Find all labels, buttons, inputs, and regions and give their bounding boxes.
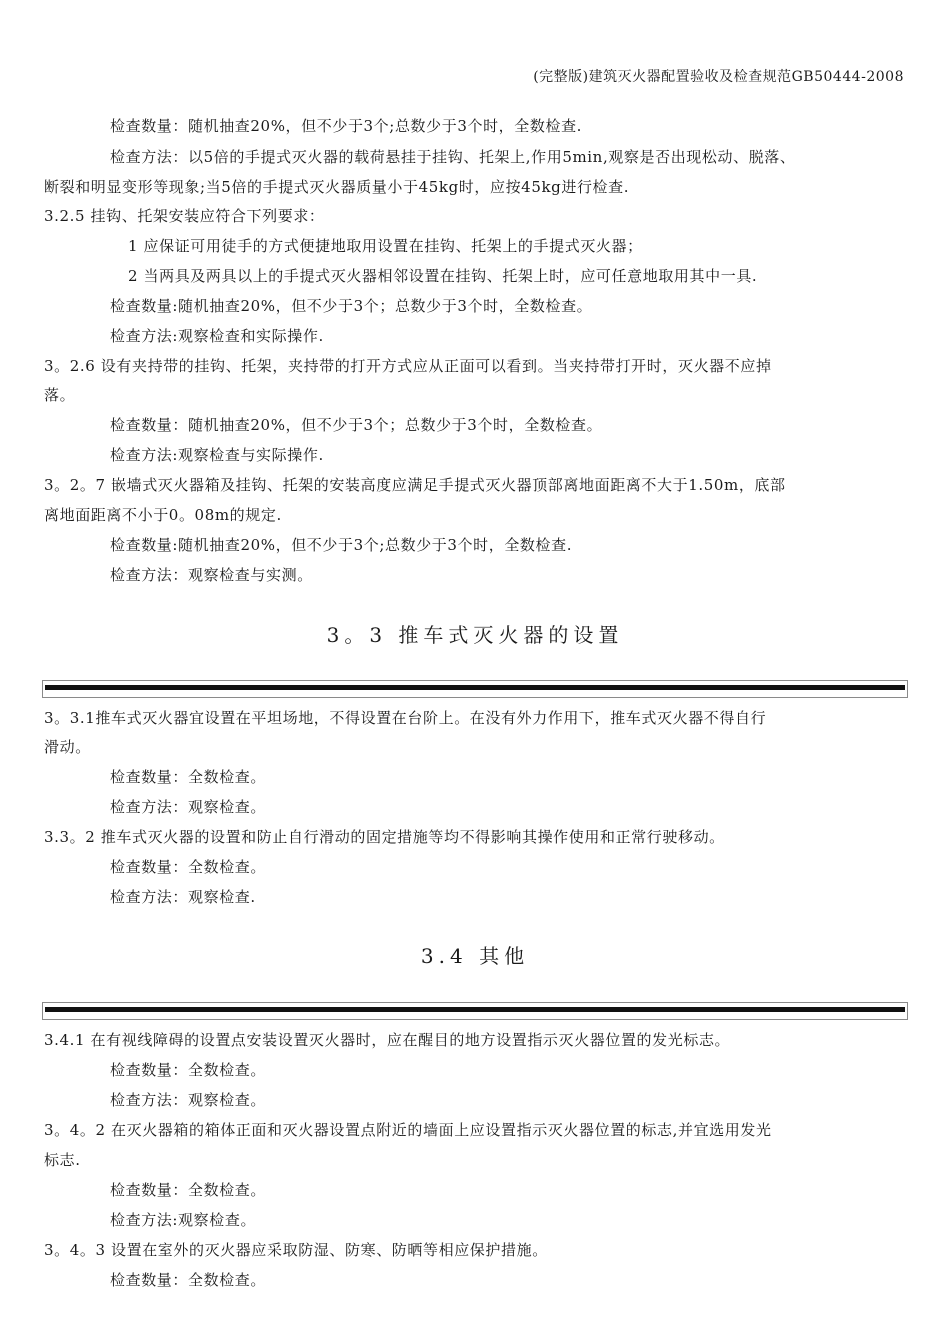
body-line: 落。 [44, 386, 76, 404]
clause-heading: 3.2.5 挂钩、托架安装应符合下列要求： [44, 207, 325, 225]
body-line: 检查方法：观察检查与实测。 [110, 566, 313, 584]
body-line: 检查数量：全数检查。 [110, 1271, 267, 1289]
body-line: 检查方法:观察检查。 [110, 1211, 257, 1229]
body-line: 检查数量：全数检查。 [110, 1181, 267, 1199]
clause-heading: 3.3。2 推车式灭火器的设置和防止自行滑动的固定措施等均不得影响其操作使用和正常行驶移动。 [44, 828, 725, 846]
section-rule [42, 680, 908, 698]
body-line: 检查数量：随机抽查20%，但不少于3个；总数少于3个时，全数检查。 [110, 416, 603, 434]
list-item: 2 当两具及两具以上的手提式灭火器相邻设置在挂钩、托架上时，应可任意地取用其中一具. [128, 267, 758, 285]
body-line: 检查方法：观察检查。 [110, 798, 267, 816]
clause-heading: 3。4。3 设置在室外的灭火器应采取防湿、防寒、防晒等相应保护措施。 [44, 1241, 548, 1259]
list-item: 1 应保证可用徒手的方式便捷地取用设置在挂钩、托架上的手提式灭火器； [128, 237, 643, 255]
body-line: 检查数量：全数检查。 [110, 858, 267, 876]
clause-heading: 3。3.1推车式灭火器宜设置在平坦场地，不得设置在台阶上。在没有外力作用下，推车式灭火器不得自行 [44, 709, 767, 727]
section-rule [42, 1002, 908, 1020]
body-line: 检查数量：随机抽查20%，但不少于3个;总数少于3个时，全数检查. [110, 117, 583, 135]
body-line: 检查方法：观察检查。 [110, 1091, 267, 1109]
body-line: 检查方法:观察检查与实际操作. [110, 446, 324, 464]
clause-heading: 3。2。7 嵌墙式灭火器箱及挂钩、托架的安装高度应满足手提式灭火器顶部离地面距离不大于1.50m，底部 [44, 476, 786, 494]
body-line: 离地面距离不小于0。08m的规定. [44, 506, 282, 524]
section-title: 3。3 推车式灭火器的设置 [326, 623, 624, 647]
body-line: 断裂和明显变形等现象;当5倍的手提式灭火器质量小于45kg时，应按45kg进行检查. [44, 178, 630, 196]
section-title: 3.4 其他 [420, 944, 530, 968]
body-line: 标志. [44, 1151, 81, 1169]
body-line: 滑动。 [44, 738, 91, 756]
body-line: 检查数量：全数检查。 [110, 768, 267, 786]
rule-bar [45, 685, 905, 690]
rule-bar [45, 1007, 905, 1012]
clause-heading: 3.4.1 在有视线障碍的设置点安装设置灭火器时，应在醒目的地方设置指示灭火器位置的发光标志。 [44, 1031, 731, 1049]
running-header: (完整版)建筑灭火器配置验收及检查规范GB50444-2008 [533, 69, 904, 85]
body-line: 检查数量：全数检查。 [110, 1061, 267, 1079]
body-line: 检查方法:观察检查和实际操作. [110, 327, 324, 345]
body-line: 检查方法：观察检查. [110, 888, 256, 906]
body-line: 检查数量:随机抽查20%，但不少于3个；总数少于3个时，全数检查。 [110, 297, 593, 315]
clause-heading: 3。4。2 在灭火器箱的箱体正面和灭火器设置点附近的墙面上应设置指示灭火器位置的标志,并宜选用发光 [44, 1121, 772, 1139]
body-line: 检查方法：以5倍的手提式灭火器的载荷悬挂于挂钩、托架上,作用5min,观察是否出现松动、脱落、 [110, 148, 796, 166]
clause-heading: 3。2.6 设有夹持带的挂钩、托架，夹持带的打开方式应从正面可以看到。当夹持带打开时，灭火器不应掉 [44, 357, 772, 375]
body-line: 检查数量:随机抽查20%，但不少于3个;总数少于3个时，全数检查. [110, 536, 573, 554]
